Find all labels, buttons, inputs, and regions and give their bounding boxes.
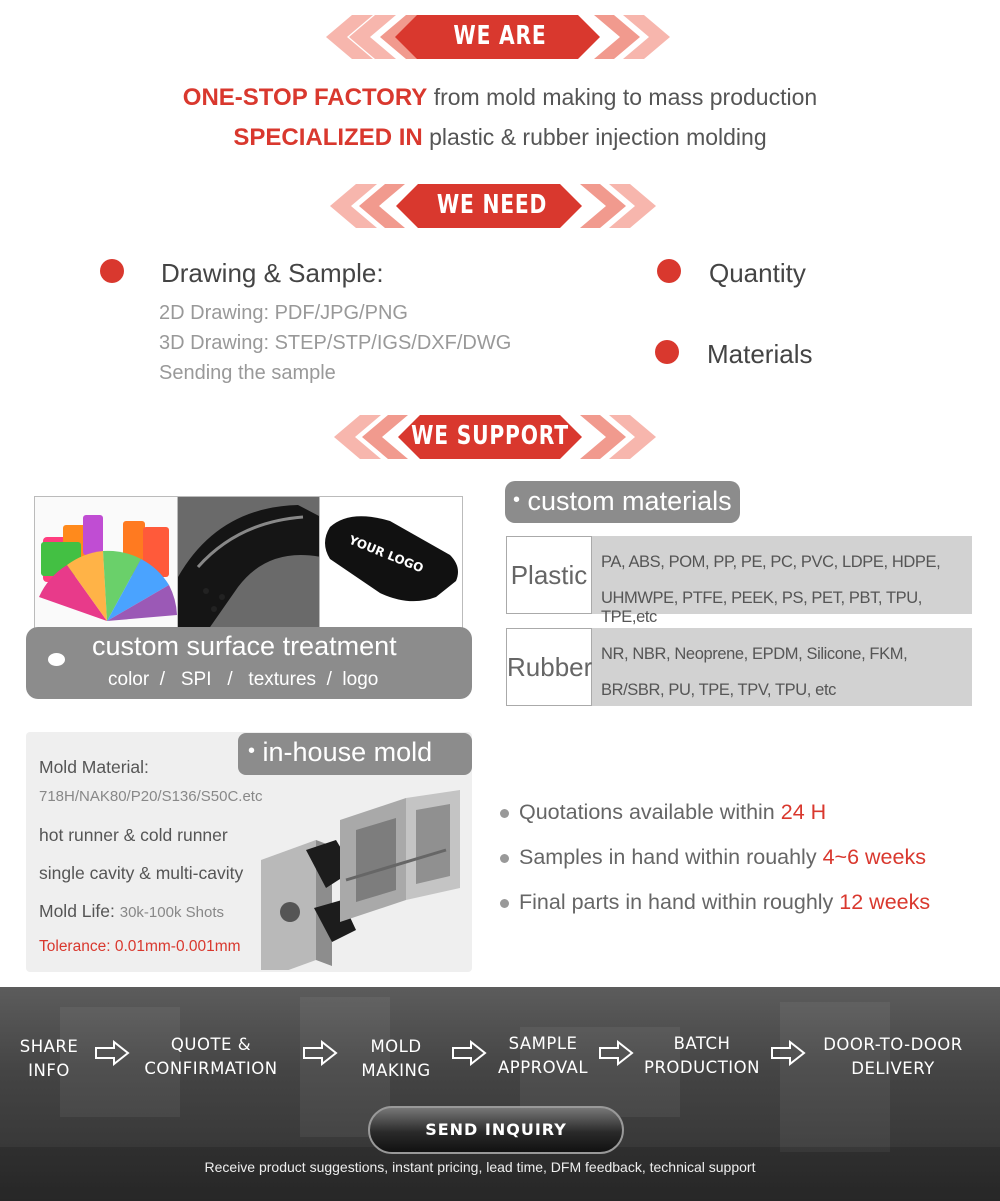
banner-we-support <box>0 409 1000 465</box>
arrow-right-icon <box>94 1040 130 1066</box>
lead-time-item <box>500 890 930 915</box>
arrow-right-icon <box>598 1040 634 1066</box>
mold-runner: hot runner & cold runner <box>39 825 228 845</box>
lead-time-item <box>500 800 826 825</box>
step-line: DELIVERY <box>851 1059 935 1078</box>
banner-label: WE ARE <box>453 21 547 51</box>
process-step-batch-production <box>640 1032 764 1080</box>
logo-part-photo <box>319 496 463 629</box>
intro-line-2 <box>0 124 1000 152</box>
glossy-part-photo <box>177 496 320 629</box>
banner-we-are <box>0 9 1000 65</box>
bullet-dot: • <box>248 740 256 762</box>
inquiry-note: Receive product suggestions, instant pricing, lead time, DFM feedback, technical support <box>204 1159 756 1175</box>
need-drawing-item: 2D Drawing: PDF/JPG/PNG <box>159 302 408 324</box>
send-inquiry-button[interactable]: SEND INQUIRY <box>368 1106 624 1154</box>
need-drawing-item: 3D Drawing: STEP/STP/IGS/DXF/DWG <box>159 332 512 354</box>
bullet-dot <box>100 259 124 283</box>
material-row-plastic <box>506 536 972 626</box>
step-line: PRODUCTION <box>644 1058 760 1077</box>
bullet-dot <box>500 809 509 818</box>
lead-time-value: 4~6 weeks <box>822 845 926 869</box>
mold-tolerance: Tolerance: 0.01mm-0.001mm <box>39 938 241 955</box>
mold-material-label: Mold Material: <box>39 757 149 777</box>
material-list-line: UHMWPE, PTFE, PEEK, PS, PET, PBT, TPU, TPE,etc <box>601 589 922 626</box>
process-step-delivery <box>808 1033 978 1081</box>
surface-title: custom surface treatment <box>92 631 397 661</box>
bullet-dot <box>500 899 509 908</box>
step-line: CONFIRMATION <box>144 1059 278 1078</box>
mold-assembly-image <box>246 790 476 970</box>
material-list-line: PA, ABS, POM, PP, PE, PC, PVC, LDPE, HDPE, <box>601 553 941 571</box>
banner-label: WE NEED <box>436 190 548 220</box>
step-line: MOLD <box>370 1037 422 1056</box>
material-label: Rubber <box>506 628 592 706</box>
mold-title <box>238 733 472 775</box>
intro-text: from mold making to mass production <box>433 84 818 110</box>
bullet-dot <box>655 340 679 364</box>
process-step-quote <box>136 1033 286 1081</box>
process-step-mold-making <box>350 1035 442 1083</box>
banner-label: WE SUPPORT <box>411 421 569 451</box>
lead-time-text: Samples in hand within rouahly <box>519 845 817 869</box>
mold-life <box>39 901 224 922</box>
materials-title <box>505 481 740 523</box>
lead-time-text: Final parts in hand within roughly <box>519 890 834 914</box>
mold-life-value: 30k-100k Shots <box>119 904 224 921</box>
arrow-right-icon <box>302 1040 338 1066</box>
intro-line-1 <box>0 84 1000 112</box>
banner-we-need <box>0 178 1000 234</box>
step-line: DOOR-TO-DOOR <box>823 1035 963 1054</box>
process-step-sample-approval <box>488 1032 598 1080</box>
step-line: SAMPLE <box>508 1034 578 1053</box>
need-materials: Materials <box>707 339 813 369</box>
logo-part-image <box>320 497 463 629</box>
step-line: QUOTE & <box>170 1035 252 1054</box>
arrow-right-icon <box>451 1040 487 1066</box>
glossy-part-image <box>178 497 320 629</box>
logo-text: YOUR LOGO <box>346 532 426 576</box>
mold-life-label: Mold Life: <box>39 901 115 921</box>
lead-time-text: Quotations available within <box>519 800 775 824</box>
material-label: Plastic <box>506 536 592 614</box>
lead-time-item <box>500 845 926 870</box>
step-line: BATCH <box>673 1034 731 1053</box>
step-line: SHARE <box>19 1037 79 1056</box>
intro-highlight: SPECIALIZED IN <box>233 124 423 151</box>
need-drawing-item: Sending the sample <box>159 362 336 384</box>
surface-options: color / SPI / textures / logo <box>108 669 379 690</box>
intro-text: plastic & rubber injection molding <box>429 124 767 150</box>
lead-time-value: 24 H <box>780 800 827 824</box>
lead-time-value: 12 weeks <box>839 890 931 914</box>
need-drawing-title: Drawing & Sample: <box>161 258 384 288</box>
intro-highlight: ONE-STOP FACTORY <box>182 84 428 111</box>
material-list-line: NR, NBR, Neoprene, EPDM, Silicone, FKM, <box>601 645 908 663</box>
step-line: MAKING <box>361 1061 431 1080</box>
materials-title-text: custom materials <box>527 486 732 516</box>
need-quantity: Quantity <box>709 258 806 288</box>
arrow-right-icon <box>770 1040 806 1066</box>
mold-title-text: in-house mold <box>262 737 433 767</box>
bullet-dot <box>500 854 509 863</box>
bullet-dot: • <box>513 489 521 511</box>
bullet-dot <box>657 259 681 283</box>
material-list-line: BR/SBR, PU, TPE, TPV, TPU, etc <box>601 681 836 699</box>
material-row-rubber <box>506 628 972 706</box>
surface-treatment-box <box>26 627 472 699</box>
color-swatch-image <box>35 497 178 629</box>
step-line: APPROVAL <box>497 1058 589 1077</box>
bullet-dot <box>48 653 65 666</box>
step-line: INFO <box>28 1061 70 1080</box>
process-step-share-info <box>8 1035 90 1083</box>
mold-material-value: 718H/NAK80/P20/S136/S50C.etc <box>39 788 263 805</box>
color-samples-photo <box>34 496 178 629</box>
mold-cavity: single cavity & multi-cavity <box>39 863 244 883</box>
